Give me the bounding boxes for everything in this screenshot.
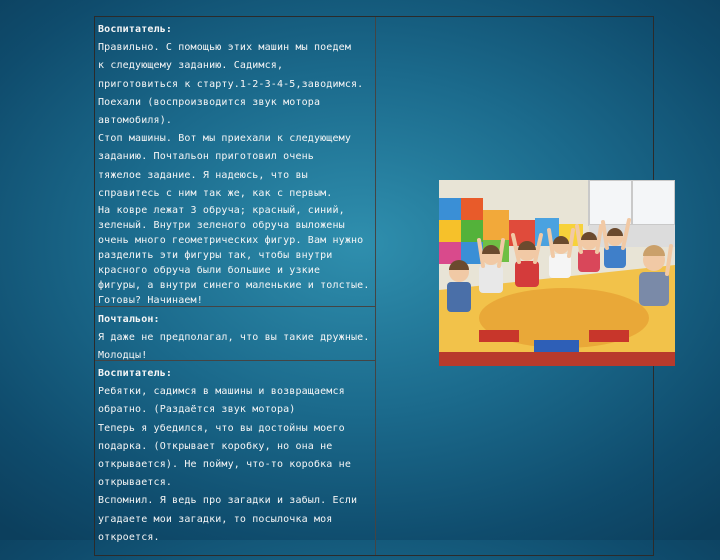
speaker-label: Почтальон:: [98, 314, 160, 325]
text-line: к следующему заданию. Садимся,: [98, 60, 284, 72]
text-line: угадаете мои загадки, то посылочка моя: [98, 513, 333, 525]
text-line: Молодцы!: [98, 350, 148, 362]
text-line: откроется.: [98, 531, 160, 543]
dialogue-cell-postman: [95, 306, 375, 360]
text-line: открывается). Не пойму, что-то коробка не: [98, 459, 351, 471]
text-line: Поехали (воспроизводится звук мотора: [98, 96, 321, 108]
text-line: обратно. (Раздаётся звук мотора): [98, 404, 296, 416]
dialogue-cell-educator-2: [95, 360, 375, 560]
text-line: красного обруча были большие и узкие: [98, 265, 321, 277]
text-line: справитесь с ним так же, как с первым.: [98, 187, 333, 199]
text-line: На ковре лежат 3 обруча; красный, синий,: [98, 205, 345, 217]
text-line: зеленый. Внутри зеленого обруча выложены: [98, 220, 345, 232]
text-line: Вспомнил. Я ведь про загадки и забыл. Если: [98, 495, 358, 507]
text-line: Ребятки, садимся в машины и возвращаемся: [98, 386, 345, 398]
text-line: фигуры, а внутри синего маленькие и толстые.: [98, 280, 370, 292]
text-line: разделить эти фигуры так, чтобы внутри: [98, 250, 333, 262]
text-line: тяжелое задание. Я надеюсь, что вы: [98, 169, 308, 181]
text-line: Стоп машины. Вот мы приехали к следующему: [98, 133, 351, 145]
text-line: очень много геометрических фигур. Вам нужно: [98, 235, 364, 247]
text-line: Я даже не предполагал, что вы такие дружные.: [98, 332, 370, 344]
column-divider: [375, 17, 376, 555]
text-line: Готовы? Начинаем!: [98, 295, 203, 307]
speaker-label: Воспитатель:: [98, 368, 173, 379]
text-line: Теперь я убедился, что вы достойны моего: [98, 422, 345, 434]
dialogue-cell-educator-1: [95, 17, 375, 306]
text-line: открывается.: [98, 477, 173, 489]
text-line: Правильно. С помощью этих машин мы поедем: [98, 42, 351, 54]
text-line: подарка. (Открывает коробку, но она не: [98, 440, 333, 452]
text-line: автомобиля).: [98, 115, 173, 127]
speaker-label: Воспитатель:: [98, 24, 173, 35]
classroom-photo: [439, 180, 675, 366]
text-line: приготовиться к старту.1-2-3-4-5,заводимся.: [98, 78, 364, 90]
text-line: заданию. Почтальон приготовил очень: [98, 151, 314, 163]
